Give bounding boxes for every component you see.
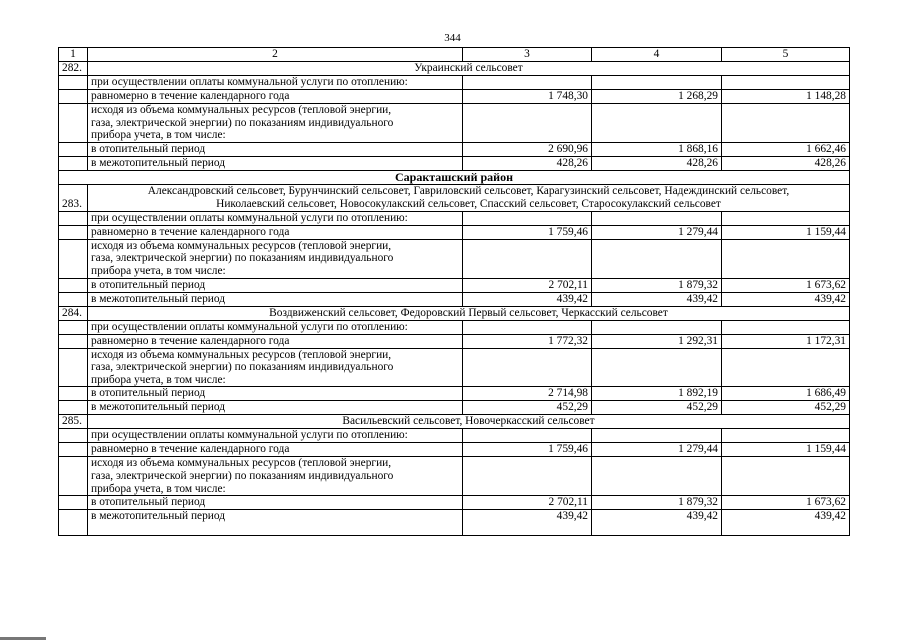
source-line: прибора учета, в том числе: [91, 129, 226, 142]
empty-cell [59, 278, 88, 292]
settlement-title: Украинский сельсовет [88, 62, 850, 76]
source-label [88, 239, 463, 278]
value-cell: 2 714,98 [463, 387, 592, 401]
value-cell: 1 279,44 [592, 443, 722, 457]
value-cell: 439,42 [592, 510, 722, 536]
table-row [59, 443, 850, 457]
value-cell: 439,42 [592, 292, 722, 306]
empty-cell [722, 76, 850, 90]
row-number: 283. [59, 184, 88, 211]
heating-label: при осуществлении оплаты коммунальной услуги по отоплению: [88, 320, 463, 334]
empty-cell [59, 443, 88, 457]
table-row [59, 292, 850, 306]
source-line: газа, электрической энергии) по показаниям индивидуального [91, 361, 394, 374]
title-line: Николаевский сельсовет, Новосокулакский сельсовет, Спасский сельсовет, Старосокулакский сельсовет [216, 197, 721, 210]
value-cell: 1 159,44 [722, 443, 850, 457]
empty-cell [722, 104, 850, 143]
empty-cell [463, 348, 592, 387]
value-cell: 452,29 [592, 401, 722, 415]
heat-period-label: в отопительный период [88, 278, 463, 292]
table-row [59, 348, 850, 387]
table-row [59, 76, 850, 90]
value-cell: 1 292,31 [592, 334, 722, 348]
value-cell: 1 159,44 [722, 225, 850, 239]
empty-cell [59, 76, 88, 90]
empty-cell [592, 348, 722, 387]
column-header: 3 [463, 48, 592, 62]
value-cell: 428,26 [463, 156, 592, 170]
empty-cell [463, 239, 592, 278]
value-cell: 1 772,32 [463, 334, 592, 348]
inter-period-label: в межотопительный период [88, 510, 463, 536]
table-row [59, 320, 850, 334]
value-cell: 1 879,32 [592, 496, 722, 510]
empty-cell [722, 457, 850, 496]
empty-cell [59, 292, 88, 306]
empty-cell [592, 457, 722, 496]
empty-cell [463, 76, 592, 90]
empty-cell [722, 429, 850, 443]
empty-cell [59, 104, 88, 143]
value-cell: 2 702,11 [463, 278, 592, 292]
empty-cell [463, 211, 592, 225]
empty-cell [463, 320, 592, 334]
column-header: 2 [88, 48, 463, 62]
value-cell: 1 673,62 [722, 496, 850, 510]
empty-cell [722, 320, 850, 334]
value-cell: 1 759,46 [463, 443, 592, 457]
value-cell: 1 686,49 [722, 387, 850, 401]
empty-cell [592, 211, 722, 225]
empty-cell [592, 320, 722, 334]
table-row [59, 496, 850, 510]
empty-cell [722, 211, 850, 225]
empty-cell [59, 496, 88, 510]
source-line: прибора учета, в том числе: [91, 482, 226, 495]
settlement-title [88, 184, 850, 211]
table-row [59, 104, 850, 143]
tariff-table [58, 47, 850, 536]
value-cell: 439,42 [722, 510, 850, 536]
empty-cell [463, 104, 592, 143]
source-line: исходя из объема коммунальных ресурсов (тепловой энергии, [91, 104, 392, 116]
value-cell: 1 268,29 [592, 90, 722, 104]
value-cell: 2 702,11 [463, 496, 592, 510]
value-cell: 439,42 [463, 510, 592, 536]
empty-cell [59, 387, 88, 401]
empty-cell [59, 225, 88, 239]
column-header: 5 [722, 48, 850, 62]
source-line: прибора учета, в том числе: [91, 373, 226, 386]
district-row [59, 170, 850, 184]
heat-period-label: в отопительный период [88, 142, 463, 156]
value-cell: 1 759,46 [463, 225, 592, 239]
heating-label: при осуществлении оплаты коммунальной услуги по отоплению: [88, 76, 463, 90]
value-cell: 428,26 [722, 156, 850, 170]
row-number: 282. [59, 62, 88, 76]
value-cell: 452,29 [463, 401, 592, 415]
table-row [59, 225, 850, 239]
inter-period-label: в межотопительный период [88, 292, 463, 306]
heating-label: при осуществлении оплаты коммунальной услуги по отоплению: [88, 211, 463, 225]
empty-cell [722, 348, 850, 387]
heat-period-label: в отопительный период [88, 387, 463, 401]
value-cell: 1 748,30 [463, 90, 592, 104]
table-row [59, 90, 850, 104]
source-line: прибора учета, в том числе: [91, 264, 226, 277]
empty-cell [59, 142, 88, 156]
value-cell: 1 868,16 [592, 142, 722, 156]
empty-cell [592, 239, 722, 278]
source-label [88, 104, 463, 143]
source-line: исходя из объема коммунальных ресурсов (тепловой энергии, [91, 239, 392, 252]
value-cell: 1 148,28 [722, 90, 850, 104]
empty-cell [59, 348, 88, 387]
page-number: 344 [444, 32, 461, 44]
value-cell: 1 879,32 [592, 278, 722, 292]
column-header-row [59, 48, 850, 62]
source-line: газа, электрической энергии) по показаниям индивидуального [91, 469, 394, 482]
table-row [59, 429, 850, 443]
empty-cell [463, 457, 592, 496]
source-line: газа, электрической энергии) по показаниям индивидуального [91, 116, 394, 129]
empty-cell [59, 457, 88, 496]
source-label [88, 457, 463, 496]
value-cell: 1 673,62 [722, 278, 850, 292]
value-cell: 1 892,19 [592, 387, 722, 401]
table-row [59, 278, 850, 292]
uniform-label: равномерно в течение календарного года [88, 334, 463, 348]
table-row [59, 239, 850, 278]
empty-cell [59, 156, 88, 170]
table-row [59, 142, 850, 156]
heating-label: при осуществлении оплаты коммунальной услуги по отоплению: [88, 429, 463, 443]
source-label [88, 348, 463, 387]
table-row [59, 184, 850, 211]
empty-cell [59, 90, 88, 104]
empty-cell [59, 429, 88, 443]
heat-period-label: в отопительный период [88, 496, 463, 510]
value-cell: 452,29 [722, 401, 850, 415]
source-line: исходя из объема коммунальных ресурсов (тепловой энергии, [91, 457, 392, 470]
empty-cell [59, 334, 88, 348]
table-row [59, 415, 850, 429]
row-number: 284. [59, 306, 88, 320]
empty-cell [59, 211, 88, 225]
table-row [59, 62, 850, 76]
value-cell: 428,26 [592, 156, 722, 170]
uniform-label: равномерно в течение календарного года [88, 90, 463, 104]
column-header: 4 [592, 48, 722, 62]
table-row [59, 387, 850, 401]
title-line: Александровский сельсовет, Бурунчинский сельсовет, Гавриловский сельсовет, Карагузинский сельсовет, Надеждинский сельсовет, [147, 184, 790, 197]
value-cell: 1 172,31 [722, 334, 850, 348]
row-number: 285. [59, 415, 88, 429]
table-row [59, 510, 850, 536]
source-line: исходя из объема коммунальных ресурсов (тепловой энергии, [91, 348, 392, 361]
table-row [59, 334, 850, 348]
table-row [59, 401, 850, 415]
uniform-label: равномерно в течение календарного года [88, 443, 463, 457]
empty-cell [59, 239, 88, 278]
column-header: 1 [59, 48, 88, 62]
value-cell: 2 690,96 [463, 142, 592, 156]
empty-cell [722, 239, 850, 278]
source-line: газа, электрической энергии) по показаниям индивидуального [91, 252, 394, 265]
inter-period-label: в межотопительный период [88, 156, 463, 170]
value-cell: 1 279,44 [592, 225, 722, 239]
table-row [59, 156, 850, 170]
empty-cell [592, 76, 722, 90]
settlement-title: Воздвиженский сельсовет, Федоровский Первый сельсовет, Черкасский сельсовет [88, 306, 850, 320]
value-cell: 439,42 [722, 292, 850, 306]
table-row [59, 211, 850, 225]
uniform-label: равномерно в течение календарного года [88, 225, 463, 239]
settlement-title: Васильевский сельсовет, Новочеркасский сельсовет [88, 415, 850, 429]
value-cell: 1 662,46 [722, 142, 850, 156]
district-title: Саракташский район [59, 170, 850, 184]
empty-cell [592, 429, 722, 443]
value-cell: 439,42 [463, 292, 592, 306]
empty-cell [59, 401, 88, 415]
inter-period-label: в межотопительный период [88, 401, 463, 415]
empty-cell [463, 429, 592, 443]
empty-cell [592, 104, 722, 143]
empty-cell [59, 510, 88, 536]
empty-cell [59, 320, 88, 334]
table-row [59, 457, 850, 496]
table-row [59, 306, 850, 320]
